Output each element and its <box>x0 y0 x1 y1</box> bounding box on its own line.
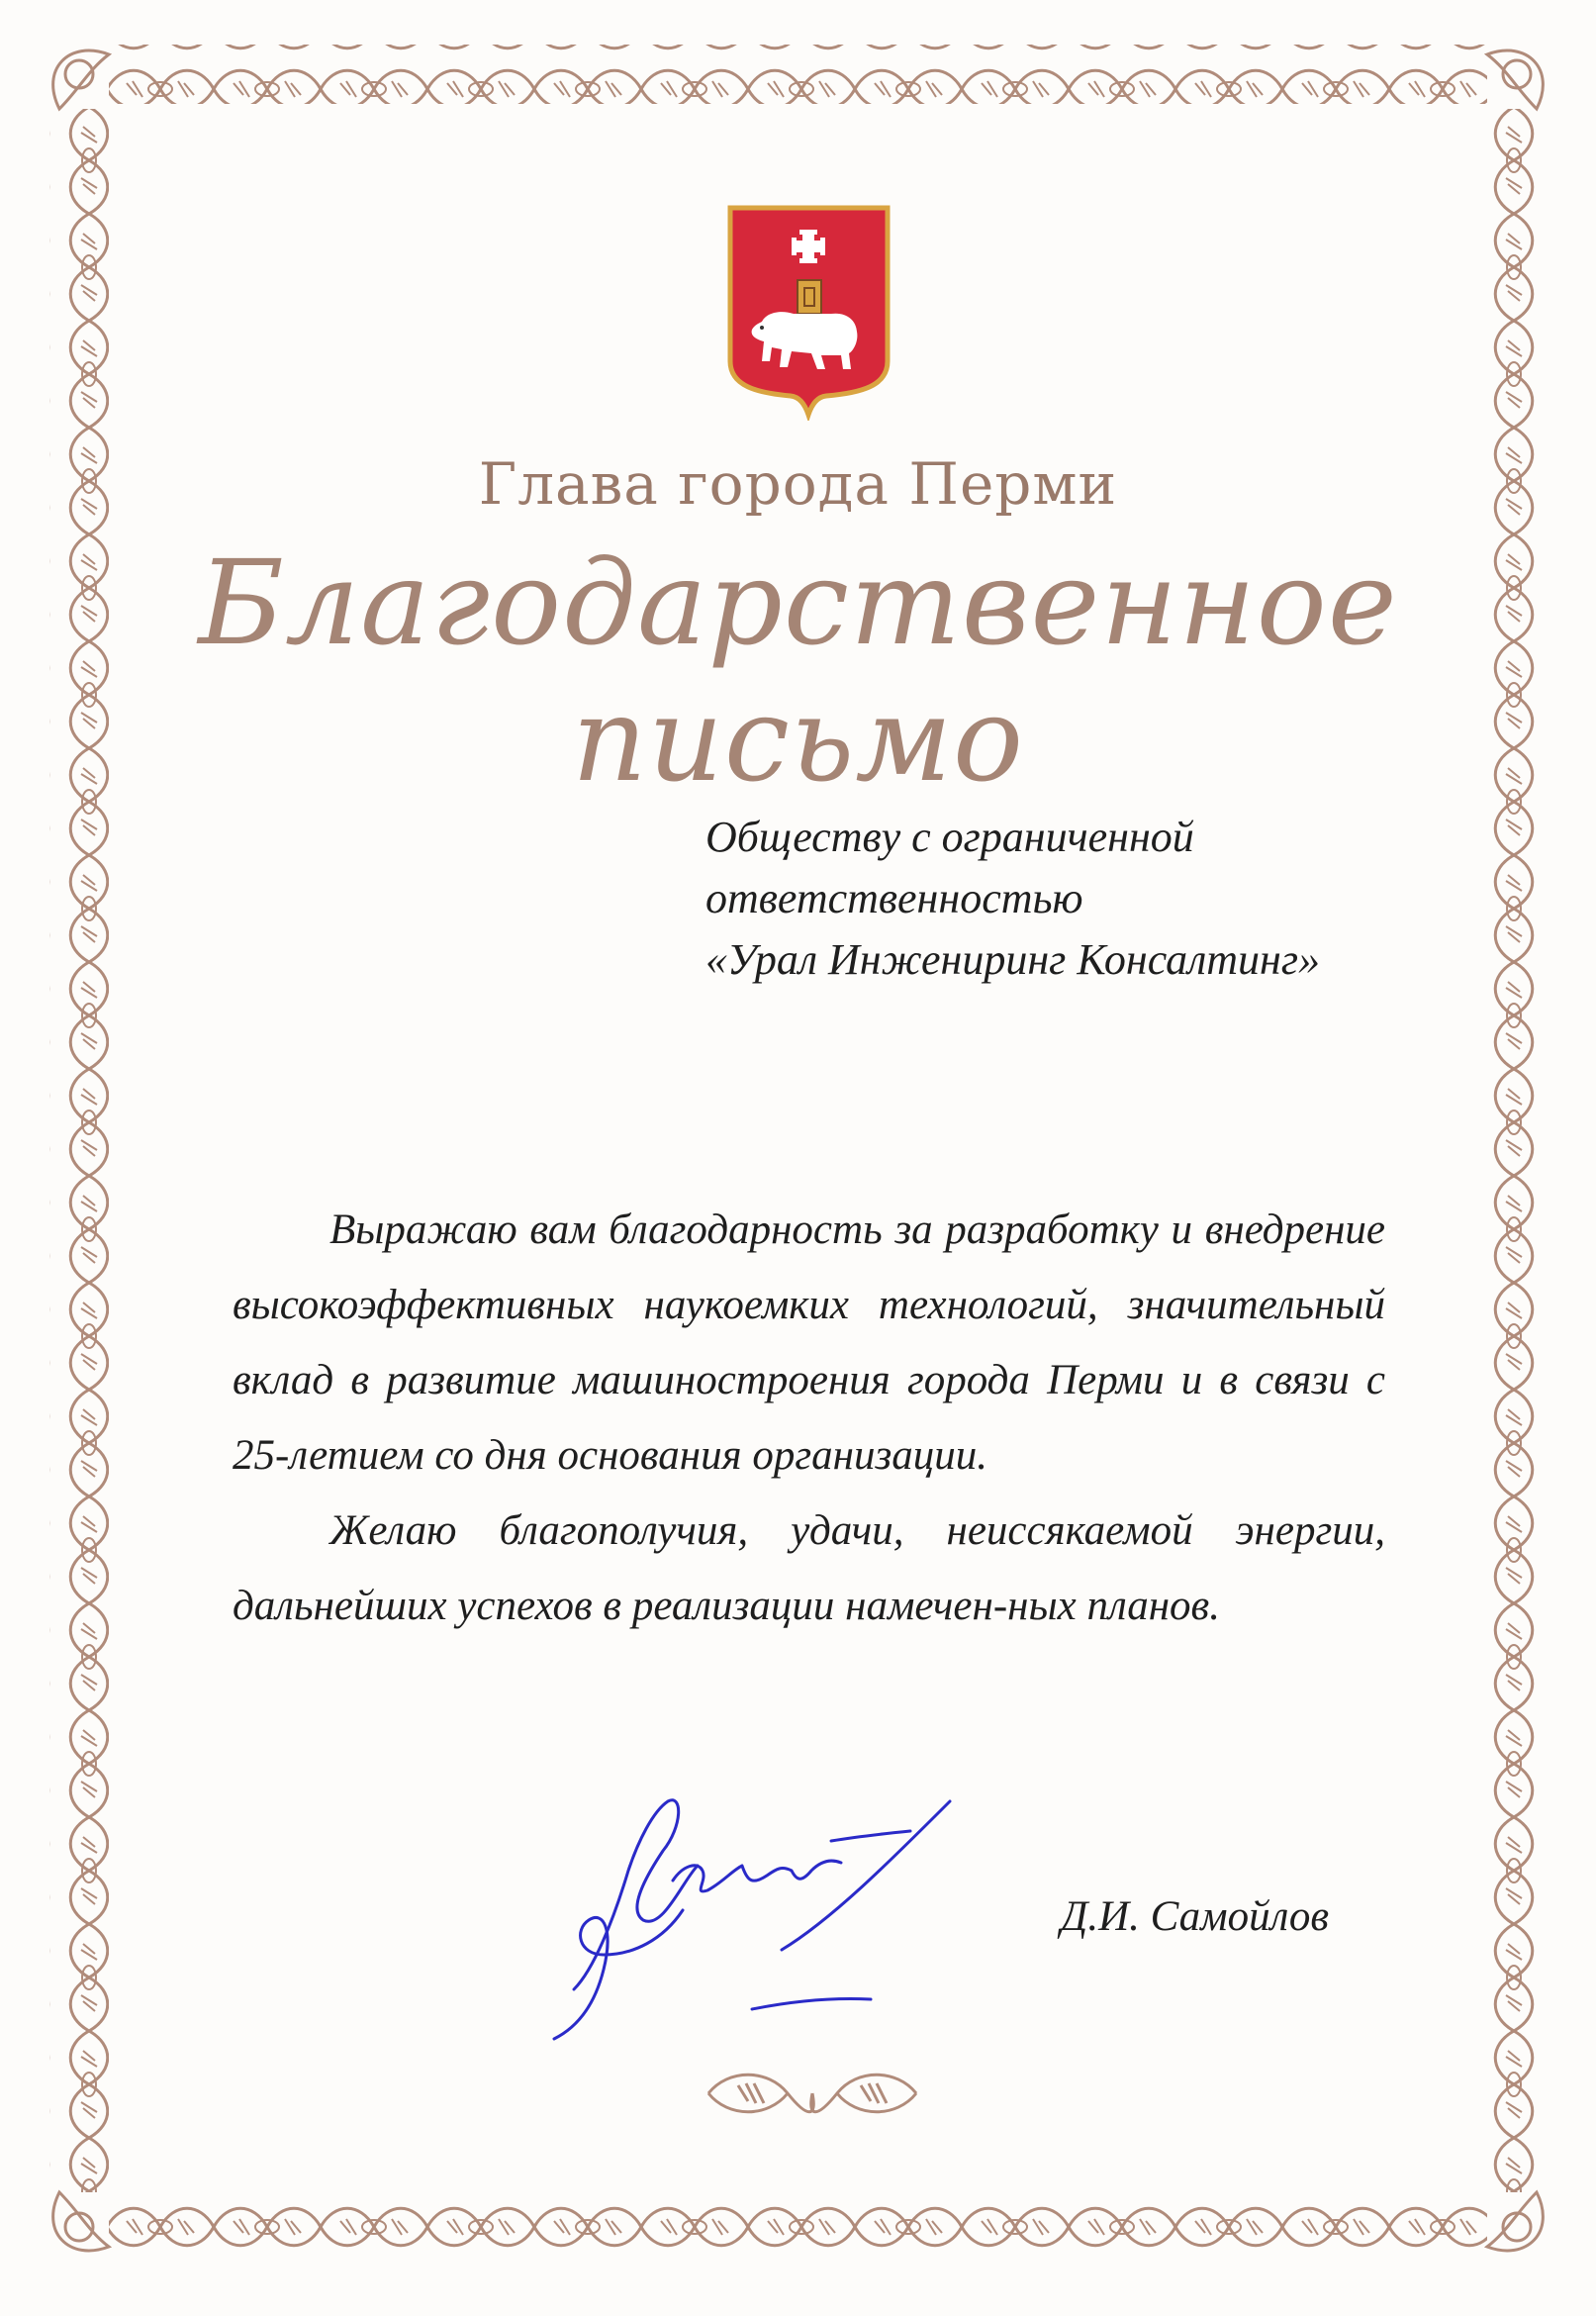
addressee-line: «Урал Инжениринг Консалтинг» <box>705 935 1321 984</box>
handwritten-signature <box>534 1772 1069 2059</box>
bottom-ornament <box>699 2064 926 2123</box>
coat-of-arms-emblem <box>722 203 895 421</box>
office-title: Глава города Перми <box>478 450 1118 518</box>
document-title: Благодарственное письмо <box>198 534 1398 808</box>
body-paragraph: Желаю благополучия, удачи, неиссякаемой энергии, дальнейших успехов в реализации намечен-ных планов. <box>233 1507 1385 1629</box>
addressee-line: ответственностью <box>705 874 1083 922</box>
addressee-block <box>705 807 1418 991</box>
addressee-line: Обществу с ограниченной <box>705 813 1194 861</box>
body-paragraph: Выражаю вам благодарность за разработку и внедрение высокоэффективных наукоемких технологий, значительный вклад в развитие машиностроения города Перми и в связи с 25-летием со дня основания организации. <box>233 1206 1385 1479</box>
letter-body <box>233 1193 1385 1644</box>
signatory-name: Д.И. Самойлов <box>1061 1893 1330 1940</box>
